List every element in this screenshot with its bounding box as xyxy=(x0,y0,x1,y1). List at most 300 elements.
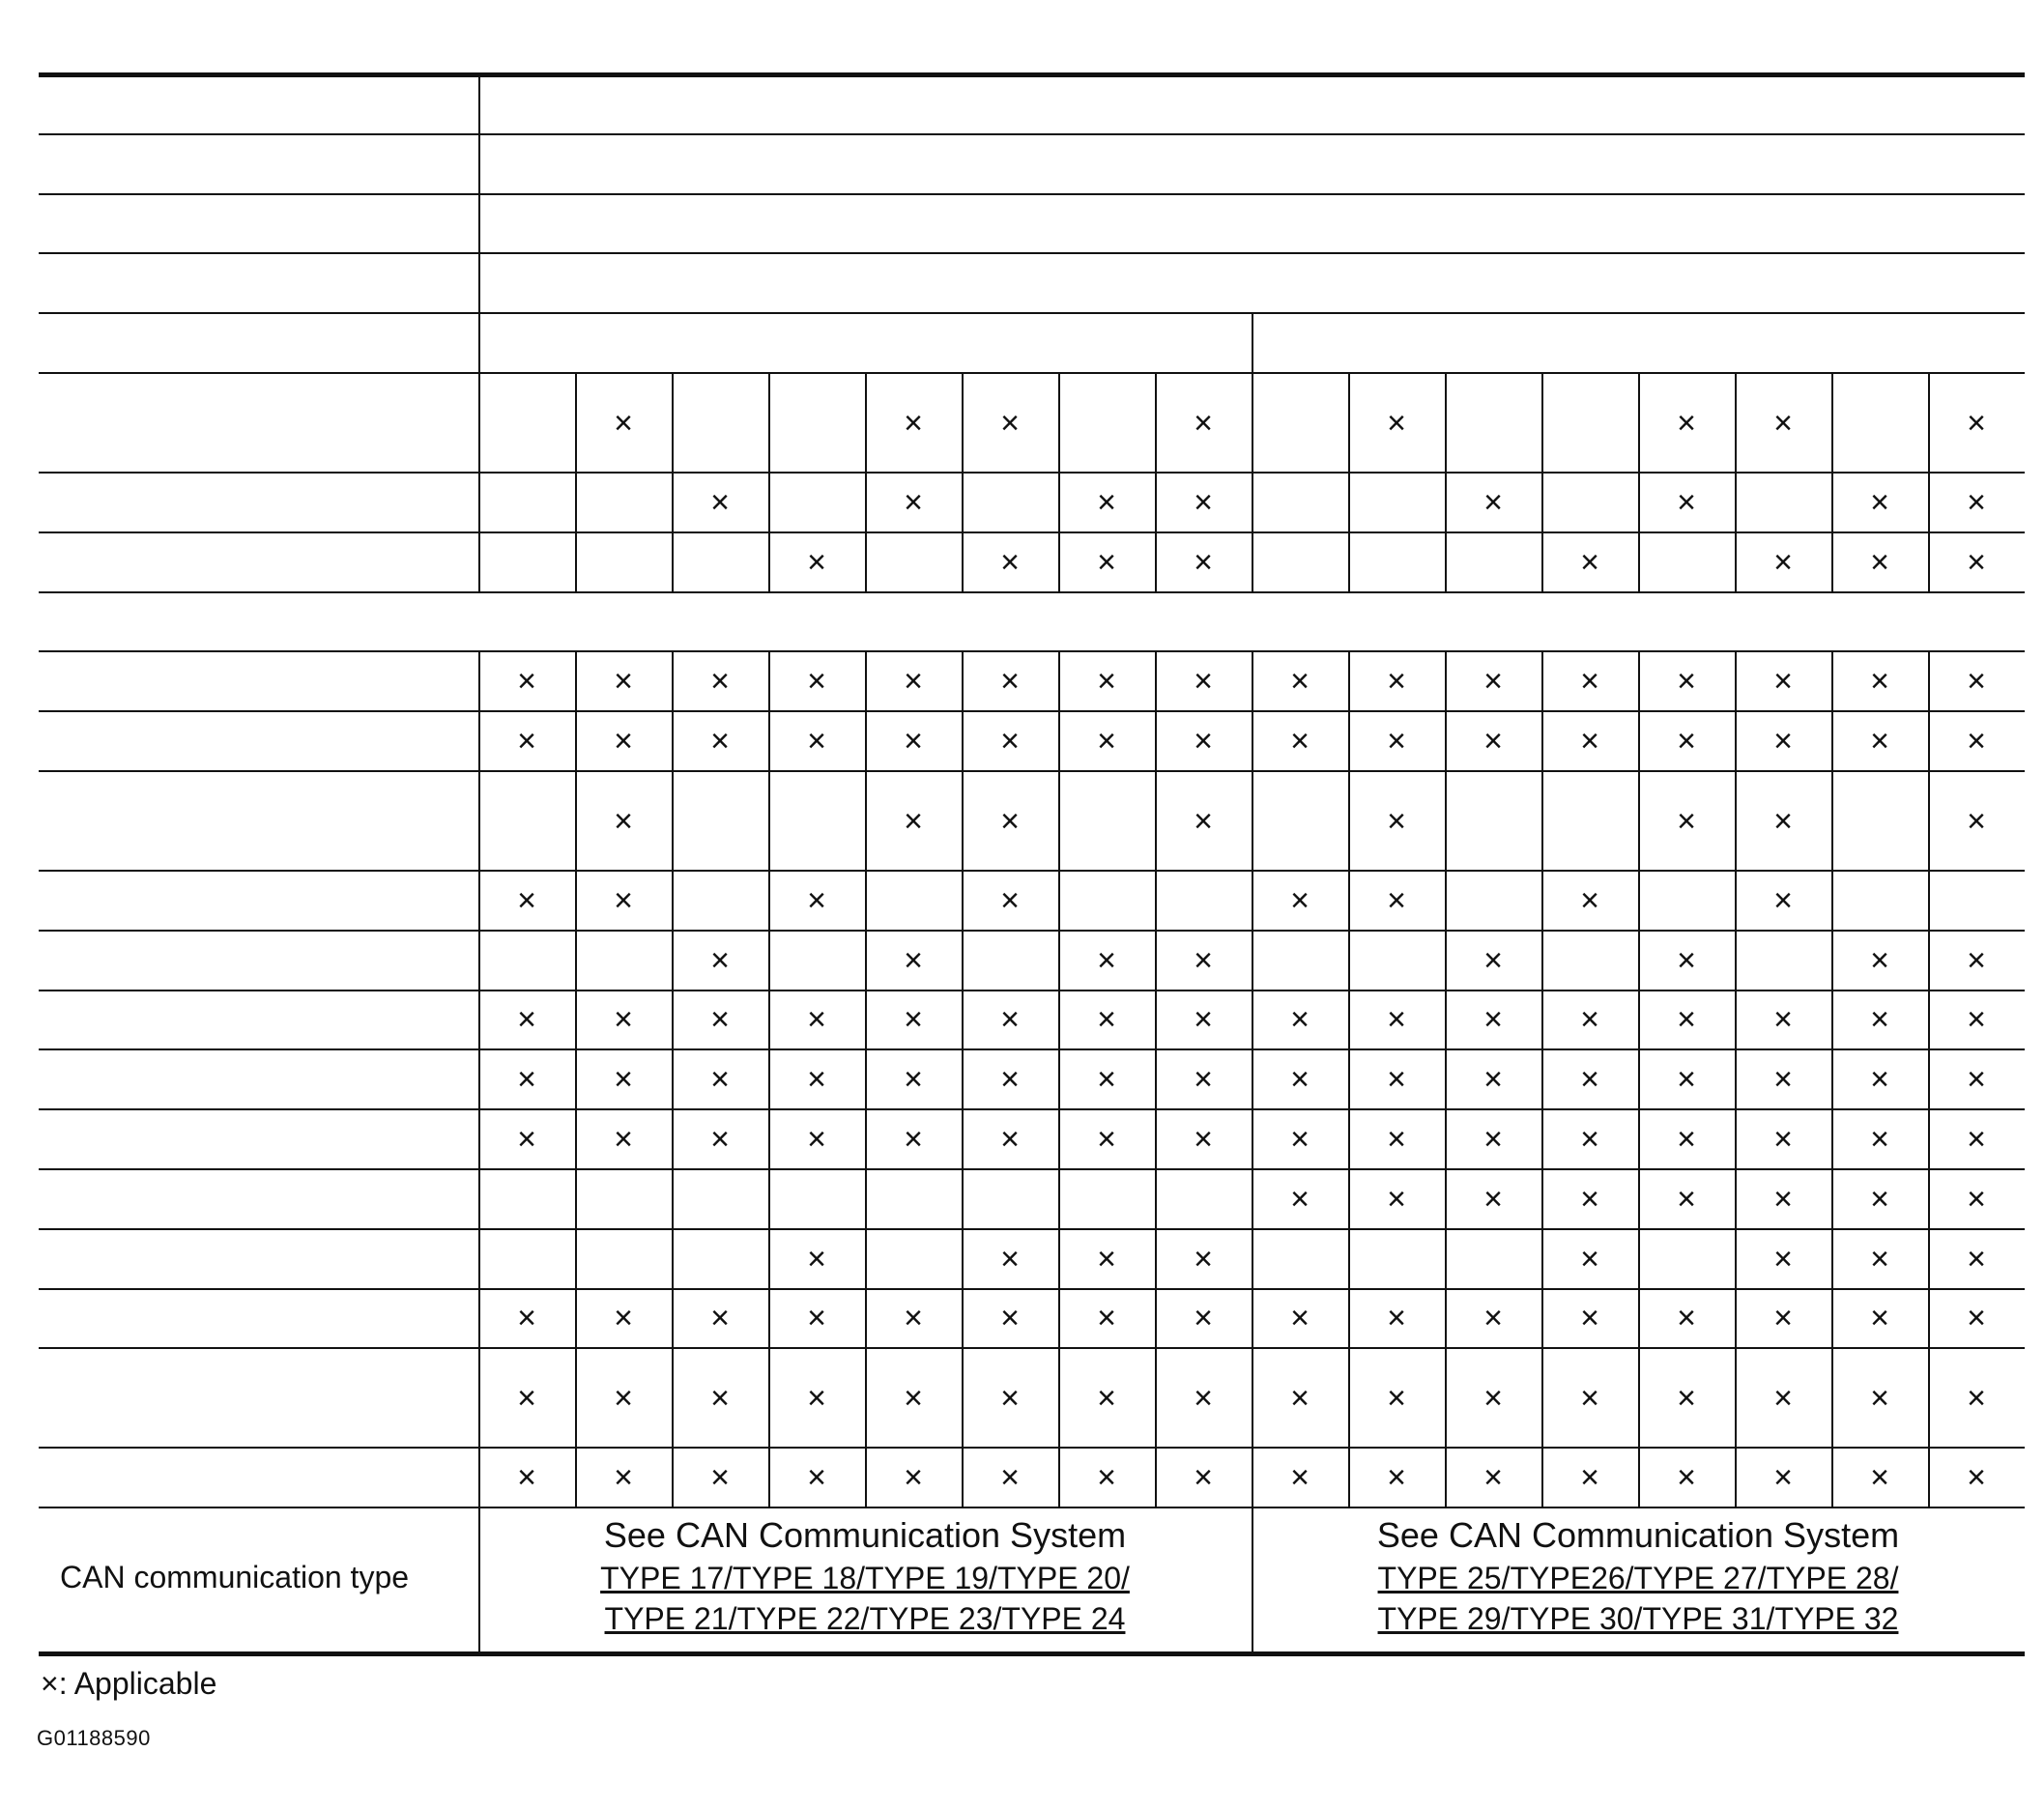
column-divider xyxy=(768,931,770,991)
column-divider xyxy=(1252,373,1253,473)
applicable-mark: × xyxy=(1000,404,1020,442)
applicable-mark: × xyxy=(1483,1121,1503,1159)
column-divider xyxy=(1928,1348,1930,1448)
applicable-mark: × xyxy=(1677,404,1696,442)
column-divider xyxy=(575,871,577,931)
column-divider xyxy=(1058,991,1060,1050)
can-type-vdc-link-line-1[interactable]: TYPE 25/TYPE26/TYPE 27/TYPE 28/ xyxy=(1377,1561,1899,1595)
column-divider xyxy=(1638,473,1640,532)
can-type-abs-title: See CAN Communication System xyxy=(603,1515,1127,1555)
column-divider xyxy=(1541,1109,1543,1169)
column-divider xyxy=(672,991,674,1050)
column-divider xyxy=(962,931,964,991)
applicable-mark: × xyxy=(1194,1061,1213,1099)
column-divider xyxy=(1155,1169,1157,1229)
column-divider xyxy=(962,1049,964,1109)
column-divider xyxy=(1638,771,1640,871)
column-divider xyxy=(1638,711,1640,771)
column-divider xyxy=(1252,532,1253,592)
applicable-mark: × xyxy=(1483,1300,1503,1337)
column-divider xyxy=(575,1109,577,1169)
column-divider xyxy=(575,711,577,771)
column-divider xyxy=(1155,871,1157,931)
label-engine xyxy=(39,194,478,254)
applicable-footnote: ×: Applicable xyxy=(41,1666,217,1701)
column-divider xyxy=(1638,1448,1640,1508)
applicable-mark: × xyxy=(904,1459,923,1497)
column-divider xyxy=(1928,871,1930,931)
column-divider xyxy=(1831,1348,1833,1448)
column-divider xyxy=(1348,871,1350,931)
unit-label-tcm xyxy=(39,711,478,771)
applicable-mark: × xyxy=(1387,723,1406,761)
column-divider xyxy=(1638,532,1640,592)
column-divider xyxy=(1058,532,1060,592)
applicable-mark: × xyxy=(710,1061,730,1099)
unit-label-awd-control-unit xyxy=(39,1289,478,1349)
column-divider xyxy=(1928,1049,1930,1109)
column-divider xyxy=(1928,931,1930,991)
column-divider xyxy=(1928,991,1930,1050)
column-divider xyxy=(1735,771,1737,871)
applicable-mark: × xyxy=(1677,723,1696,761)
applicable-mark: × xyxy=(1097,1001,1116,1039)
column-divider xyxy=(1058,373,1060,473)
applicable-mark: × xyxy=(1483,1379,1503,1417)
column-divider xyxy=(865,373,867,473)
applicable-mark: × xyxy=(1000,663,1020,701)
applicable-mark: × xyxy=(1290,1300,1310,1337)
applicable-mark: × xyxy=(1773,663,1793,701)
column-divider xyxy=(1638,871,1640,931)
unit-label-unified-meter-and-a-c-amp xyxy=(39,1109,478,1169)
applicable-mark: × xyxy=(1194,483,1213,521)
column-divider xyxy=(865,1049,867,1109)
applicable-mark: × xyxy=(1194,404,1213,442)
column-divider xyxy=(865,1348,867,1448)
applicable-mark: × xyxy=(1097,663,1116,701)
column-divider xyxy=(1058,931,1060,991)
applicable-mark: × xyxy=(1580,543,1599,581)
column-divider xyxy=(1735,1289,1737,1349)
unit-label-steering-angle-sensor xyxy=(39,1169,478,1229)
column-divider xyxy=(865,1289,867,1349)
column-divider xyxy=(1252,473,1253,532)
column-divider xyxy=(1058,1049,1060,1109)
can-type-label: CAN communication type xyxy=(60,1560,410,1594)
can-type-vdc-reference xyxy=(1252,1513,2025,1639)
column-divider xyxy=(575,771,577,871)
applicable-mark: × xyxy=(904,1300,923,1337)
applicable-mark: × xyxy=(1387,404,1406,442)
applicable-mark: × xyxy=(807,723,826,761)
column-divider xyxy=(672,373,674,473)
applicable-mark: × xyxy=(1967,1379,1986,1417)
column-divider xyxy=(962,1289,964,1349)
column-divider xyxy=(478,1508,480,1654)
column-divider xyxy=(1252,1348,1253,1448)
column-divider xyxy=(865,931,867,991)
unit-label-bcm xyxy=(39,1049,478,1109)
column-divider xyxy=(575,1348,577,1448)
column-divider xyxy=(962,532,964,592)
applicable-mark: × xyxy=(1000,881,1020,919)
applicable-mark: × xyxy=(1967,663,1986,701)
column-divider xyxy=(1831,1229,1833,1289)
column-divider xyxy=(1155,1109,1157,1169)
column-divider xyxy=(768,711,770,771)
applicable-mark: × xyxy=(1773,1240,1793,1278)
column-divider xyxy=(478,711,480,771)
applicable-mark: × xyxy=(1000,543,1020,581)
column-divider xyxy=(672,473,674,532)
column-divider xyxy=(1058,1289,1060,1349)
applicable-mark: × xyxy=(1097,543,1116,581)
applicable-mark: × xyxy=(1677,1379,1696,1417)
can-type-vdc-link-line-2[interactable]: TYPE 29/TYPE 30/TYPE 31/TYPE 32 xyxy=(1377,1601,1899,1636)
option-label-automatic-drive-positioner xyxy=(39,532,478,592)
column-divider xyxy=(1445,473,1447,532)
figure-id: G01188590 xyxy=(37,1726,151,1750)
column-divider xyxy=(962,711,964,771)
applicable-mark: × xyxy=(1290,1121,1310,1159)
column-divider xyxy=(672,1109,674,1169)
applicable-mark: × xyxy=(807,1121,826,1159)
applicable-mark: × xyxy=(1483,1061,1503,1099)
applicable-mark: × xyxy=(904,1001,923,1039)
value-body-type xyxy=(478,74,2025,134)
column-divider xyxy=(1928,473,1930,532)
column-divider xyxy=(1831,651,1833,711)
applicable-mark: × xyxy=(614,663,633,701)
column-divider xyxy=(478,871,480,931)
column-divider xyxy=(478,1229,480,1289)
column-divider xyxy=(1831,711,1833,771)
label-body-type xyxy=(39,74,478,134)
brake-group-vdc xyxy=(1252,313,2025,373)
column-divider xyxy=(1735,1448,1737,1508)
column-divider xyxy=(962,1448,964,1508)
column-divider xyxy=(1252,711,1253,771)
column-divider xyxy=(1541,1229,1543,1289)
applicable-mark: × xyxy=(1773,723,1793,761)
column-divider xyxy=(1348,1348,1350,1448)
column-divider xyxy=(1638,991,1640,1050)
column-divider xyxy=(478,532,480,592)
applicable-mark: × xyxy=(1000,802,1020,840)
applicable-mark: × xyxy=(1870,1001,1889,1039)
column-divider xyxy=(672,1049,674,1109)
applicable-mark: × xyxy=(807,1300,826,1337)
column-divider xyxy=(1831,871,1833,931)
column-divider xyxy=(1058,1448,1060,1508)
column-divider xyxy=(1735,1229,1737,1289)
applicable-mark: × xyxy=(1290,1061,1310,1099)
applicable-mark: × xyxy=(517,1459,536,1497)
column-divider xyxy=(1252,871,1253,931)
column-divider xyxy=(1928,1109,1930,1169)
applicable-mark: × xyxy=(1580,663,1599,701)
applicable-mark: × xyxy=(1773,1001,1793,1039)
applicable-mark: × xyxy=(710,941,730,979)
column-divider xyxy=(1735,1348,1737,1448)
applicable-mark: × xyxy=(614,723,633,761)
column-divider xyxy=(1831,473,1833,532)
column-divider xyxy=(768,871,770,931)
column-divider xyxy=(865,651,867,711)
column-divider xyxy=(1831,991,1833,1050)
column-divider xyxy=(1445,991,1447,1050)
applicable-mark: × xyxy=(517,1061,536,1099)
applicable-mark: × xyxy=(710,1379,730,1417)
column-divider xyxy=(1831,1049,1833,1109)
column-divider xyxy=(1928,1289,1930,1349)
applicable-mark: × xyxy=(904,663,923,701)
column-divider xyxy=(1831,1169,1833,1229)
applicable-mark: × xyxy=(1000,1300,1020,1337)
applicable-mark: × xyxy=(710,723,730,761)
column-divider xyxy=(865,991,867,1050)
applicable-mark: × xyxy=(1194,1379,1213,1417)
column-divider xyxy=(1928,373,1930,473)
column-divider xyxy=(1252,991,1253,1050)
applicable-mark: × xyxy=(1677,483,1696,521)
applicable-mark: × xyxy=(517,1001,536,1039)
column-divider xyxy=(1252,1049,1253,1109)
column-divider xyxy=(1638,1049,1640,1109)
column-divider xyxy=(1541,991,1543,1050)
column-divider xyxy=(768,1049,770,1109)
column-divider xyxy=(1541,473,1543,532)
column-divider xyxy=(1735,1109,1737,1169)
column-divider xyxy=(1252,1508,1253,1654)
column-divider xyxy=(1058,1109,1060,1169)
column-divider xyxy=(962,1348,964,1448)
column-divider xyxy=(768,532,770,592)
applicable-mark: × xyxy=(1870,1379,1889,1417)
column-divider xyxy=(1735,931,1737,991)
applicable-mark: × xyxy=(614,1121,633,1159)
column-divider xyxy=(768,651,770,711)
applicable-mark: × xyxy=(1580,723,1599,761)
column-divider xyxy=(478,74,480,134)
value-transmission xyxy=(478,253,2025,313)
column-divider xyxy=(1155,1448,1157,1508)
applicable-mark: × xyxy=(807,1240,826,1278)
applicable-mark: × xyxy=(1000,1061,1020,1099)
applicable-mark: × xyxy=(1967,941,1986,979)
column-divider xyxy=(1445,771,1447,871)
column-divider xyxy=(1445,651,1447,711)
column-divider xyxy=(1831,532,1833,592)
applicable-mark: × xyxy=(1773,1300,1793,1337)
unit-label-abs-actuator-and-electric-unit-control-unit xyxy=(39,1348,478,1448)
applicable-mark: × xyxy=(1870,1300,1889,1337)
column-divider xyxy=(1541,711,1543,771)
column-divider xyxy=(1541,1448,1543,1508)
applicable-mark: × xyxy=(904,802,923,840)
column-divider xyxy=(478,1109,480,1169)
column-divider xyxy=(1252,1229,1253,1289)
column-divider xyxy=(768,771,770,871)
applicable-mark: × xyxy=(1483,663,1503,701)
applicable-mark: × xyxy=(807,1061,826,1099)
column-divider xyxy=(1831,771,1833,871)
column-divider xyxy=(865,771,867,871)
column-divider xyxy=(1541,771,1543,871)
column-divider xyxy=(478,1049,480,1109)
column-divider xyxy=(768,1169,770,1229)
column-divider xyxy=(1638,1289,1640,1349)
column-divider xyxy=(1058,771,1060,871)
applicable-mark: × xyxy=(517,1121,536,1159)
applicable-mark: × xyxy=(517,723,536,761)
column-divider xyxy=(1541,532,1543,592)
column-divider xyxy=(1252,1448,1253,1508)
applicable-mark: × xyxy=(1194,1300,1213,1337)
applicable-mark: × xyxy=(710,1121,730,1159)
column-divider xyxy=(1058,651,1060,711)
applicable-mark: × xyxy=(710,1459,730,1497)
column-divider xyxy=(478,1448,480,1508)
applicable-mark: × xyxy=(1387,881,1406,919)
value-axle xyxy=(478,134,2025,194)
applicable-mark: × xyxy=(1097,1379,1116,1417)
column-divider xyxy=(1638,1169,1640,1229)
column-divider xyxy=(1348,991,1350,1050)
column-divider xyxy=(1928,532,1930,592)
column-divider xyxy=(1445,1229,1447,1289)
applicable-mark: × xyxy=(1000,1121,1020,1159)
applicable-mark: × xyxy=(1290,881,1310,919)
column-divider xyxy=(672,1348,674,1448)
applicable-mark: × xyxy=(1194,723,1213,761)
applicable-mark: × xyxy=(1000,1379,1020,1417)
option-label-low-tire-pressure-warning-system xyxy=(39,373,478,473)
applicable-mark: × xyxy=(614,802,633,840)
column-divider xyxy=(768,373,770,473)
column-divider xyxy=(1445,1348,1447,1448)
applicable-mark: × xyxy=(1000,1001,1020,1039)
column-divider xyxy=(672,771,674,871)
column-divider xyxy=(478,651,480,711)
applicable-mark: × xyxy=(1967,543,1986,581)
applicable-mark: × xyxy=(1773,1061,1793,1099)
applicable-mark: × xyxy=(1870,941,1889,979)
applicable-mark: × xyxy=(1967,1300,1986,1337)
column-divider xyxy=(1155,1229,1157,1289)
column-divider xyxy=(1252,313,1253,373)
column-divider xyxy=(1155,711,1157,771)
applicable-mark: × xyxy=(614,1379,633,1417)
applicable-mark: × xyxy=(1967,723,1986,761)
column-divider xyxy=(1541,651,1543,711)
column-divider xyxy=(1735,532,1737,592)
applicable-mark: × xyxy=(1387,663,1406,701)
applicable-mark: × xyxy=(517,1300,536,1337)
brake-group-abs xyxy=(478,313,1252,373)
column-divider xyxy=(1445,1289,1447,1349)
column-divider xyxy=(478,931,480,991)
column-divider xyxy=(1348,473,1350,532)
can-type-abs-link-line-1[interactable]: TYPE 17/TYPE 18/TYPE 19/TYPE 20/ xyxy=(600,1561,1130,1595)
column-divider xyxy=(1445,711,1447,771)
column-divider xyxy=(1928,771,1930,871)
applicable-mark: × xyxy=(807,1459,826,1497)
column-divider xyxy=(1928,711,1930,771)
column-divider xyxy=(1445,931,1447,991)
applicable-mark: × xyxy=(1677,1001,1696,1039)
column-divider xyxy=(1058,1229,1060,1289)
applicable-mark: × xyxy=(1290,1001,1310,1039)
column-divider xyxy=(1348,1448,1350,1508)
applicable-mark: × xyxy=(1290,1459,1310,1497)
column-divider xyxy=(768,991,770,1050)
applicable-mark: × xyxy=(904,1061,923,1099)
applicable-mark: × xyxy=(1097,1240,1116,1278)
column-divider xyxy=(1735,1169,1737,1229)
applicable-mark: × xyxy=(1387,1001,1406,1039)
column-divider xyxy=(575,1049,577,1109)
applicable-mark: × xyxy=(1773,802,1793,840)
column-divider xyxy=(672,1229,674,1289)
column-divider xyxy=(1735,1049,1737,1109)
column-divider xyxy=(1155,1348,1157,1448)
applicable-mark: × xyxy=(1194,941,1213,979)
column-divider xyxy=(1541,931,1543,991)
column-divider xyxy=(1541,1289,1543,1349)
can-type-abs-link-line-2[interactable]: TYPE 21/TYPE 22/TYPE 23/TYPE 24 xyxy=(604,1601,1126,1636)
applicable-mark: × xyxy=(517,881,536,919)
applicable-mark: × xyxy=(904,941,923,979)
column-divider xyxy=(962,991,964,1050)
applicable-mark: × xyxy=(1677,941,1696,979)
applicable-mark: × xyxy=(1773,881,1793,919)
column-divider xyxy=(1252,1169,1253,1229)
applicable-mark: × xyxy=(904,1379,923,1417)
column-divider xyxy=(1348,1049,1350,1109)
column-divider xyxy=(1638,931,1640,991)
column-divider xyxy=(1928,651,1930,711)
column-divider xyxy=(962,1109,964,1169)
column-divider xyxy=(768,1109,770,1169)
column-divider xyxy=(575,1448,577,1508)
column-divider xyxy=(962,373,964,473)
applicable-mark: × xyxy=(904,483,923,521)
column-divider xyxy=(768,1348,770,1448)
column-divider xyxy=(1445,1049,1447,1109)
column-divider xyxy=(575,532,577,592)
applicable-mark: × xyxy=(1967,1061,1986,1099)
applicable-mark: × xyxy=(710,1300,730,1337)
applicable-mark: × xyxy=(1387,1379,1406,1417)
column-divider xyxy=(1735,711,1737,771)
column-divider xyxy=(1348,1169,1350,1229)
applicable-mark: × xyxy=(1773,1121,1793,1159)
applicable-mark: × xyxy=(1870,543,1889,581)
column-divider xyxy=(768,473,770,532)
applicable-mark: × xyxy=(1483,1001,1503,1039)
column-divider xyxy=(1541,1049,1543,1109)
applicable-mark: × xyxy=(1773,1379,1793,1417)
label-transmission xyxy=(39,253,478,313)
value-engine xyxy=(478,194,2025,254)
applicable-mark: × xyxy=(1677,663,1696,701)
column-divider xyxy=(1735,871,1737,931)
column-divider xyxy=(1348,373,1350,473)
column-divider xyxy=(1445,1169,1447,1229)
applicable-mark: × xyxy=(1967,1001,1986,1039)
